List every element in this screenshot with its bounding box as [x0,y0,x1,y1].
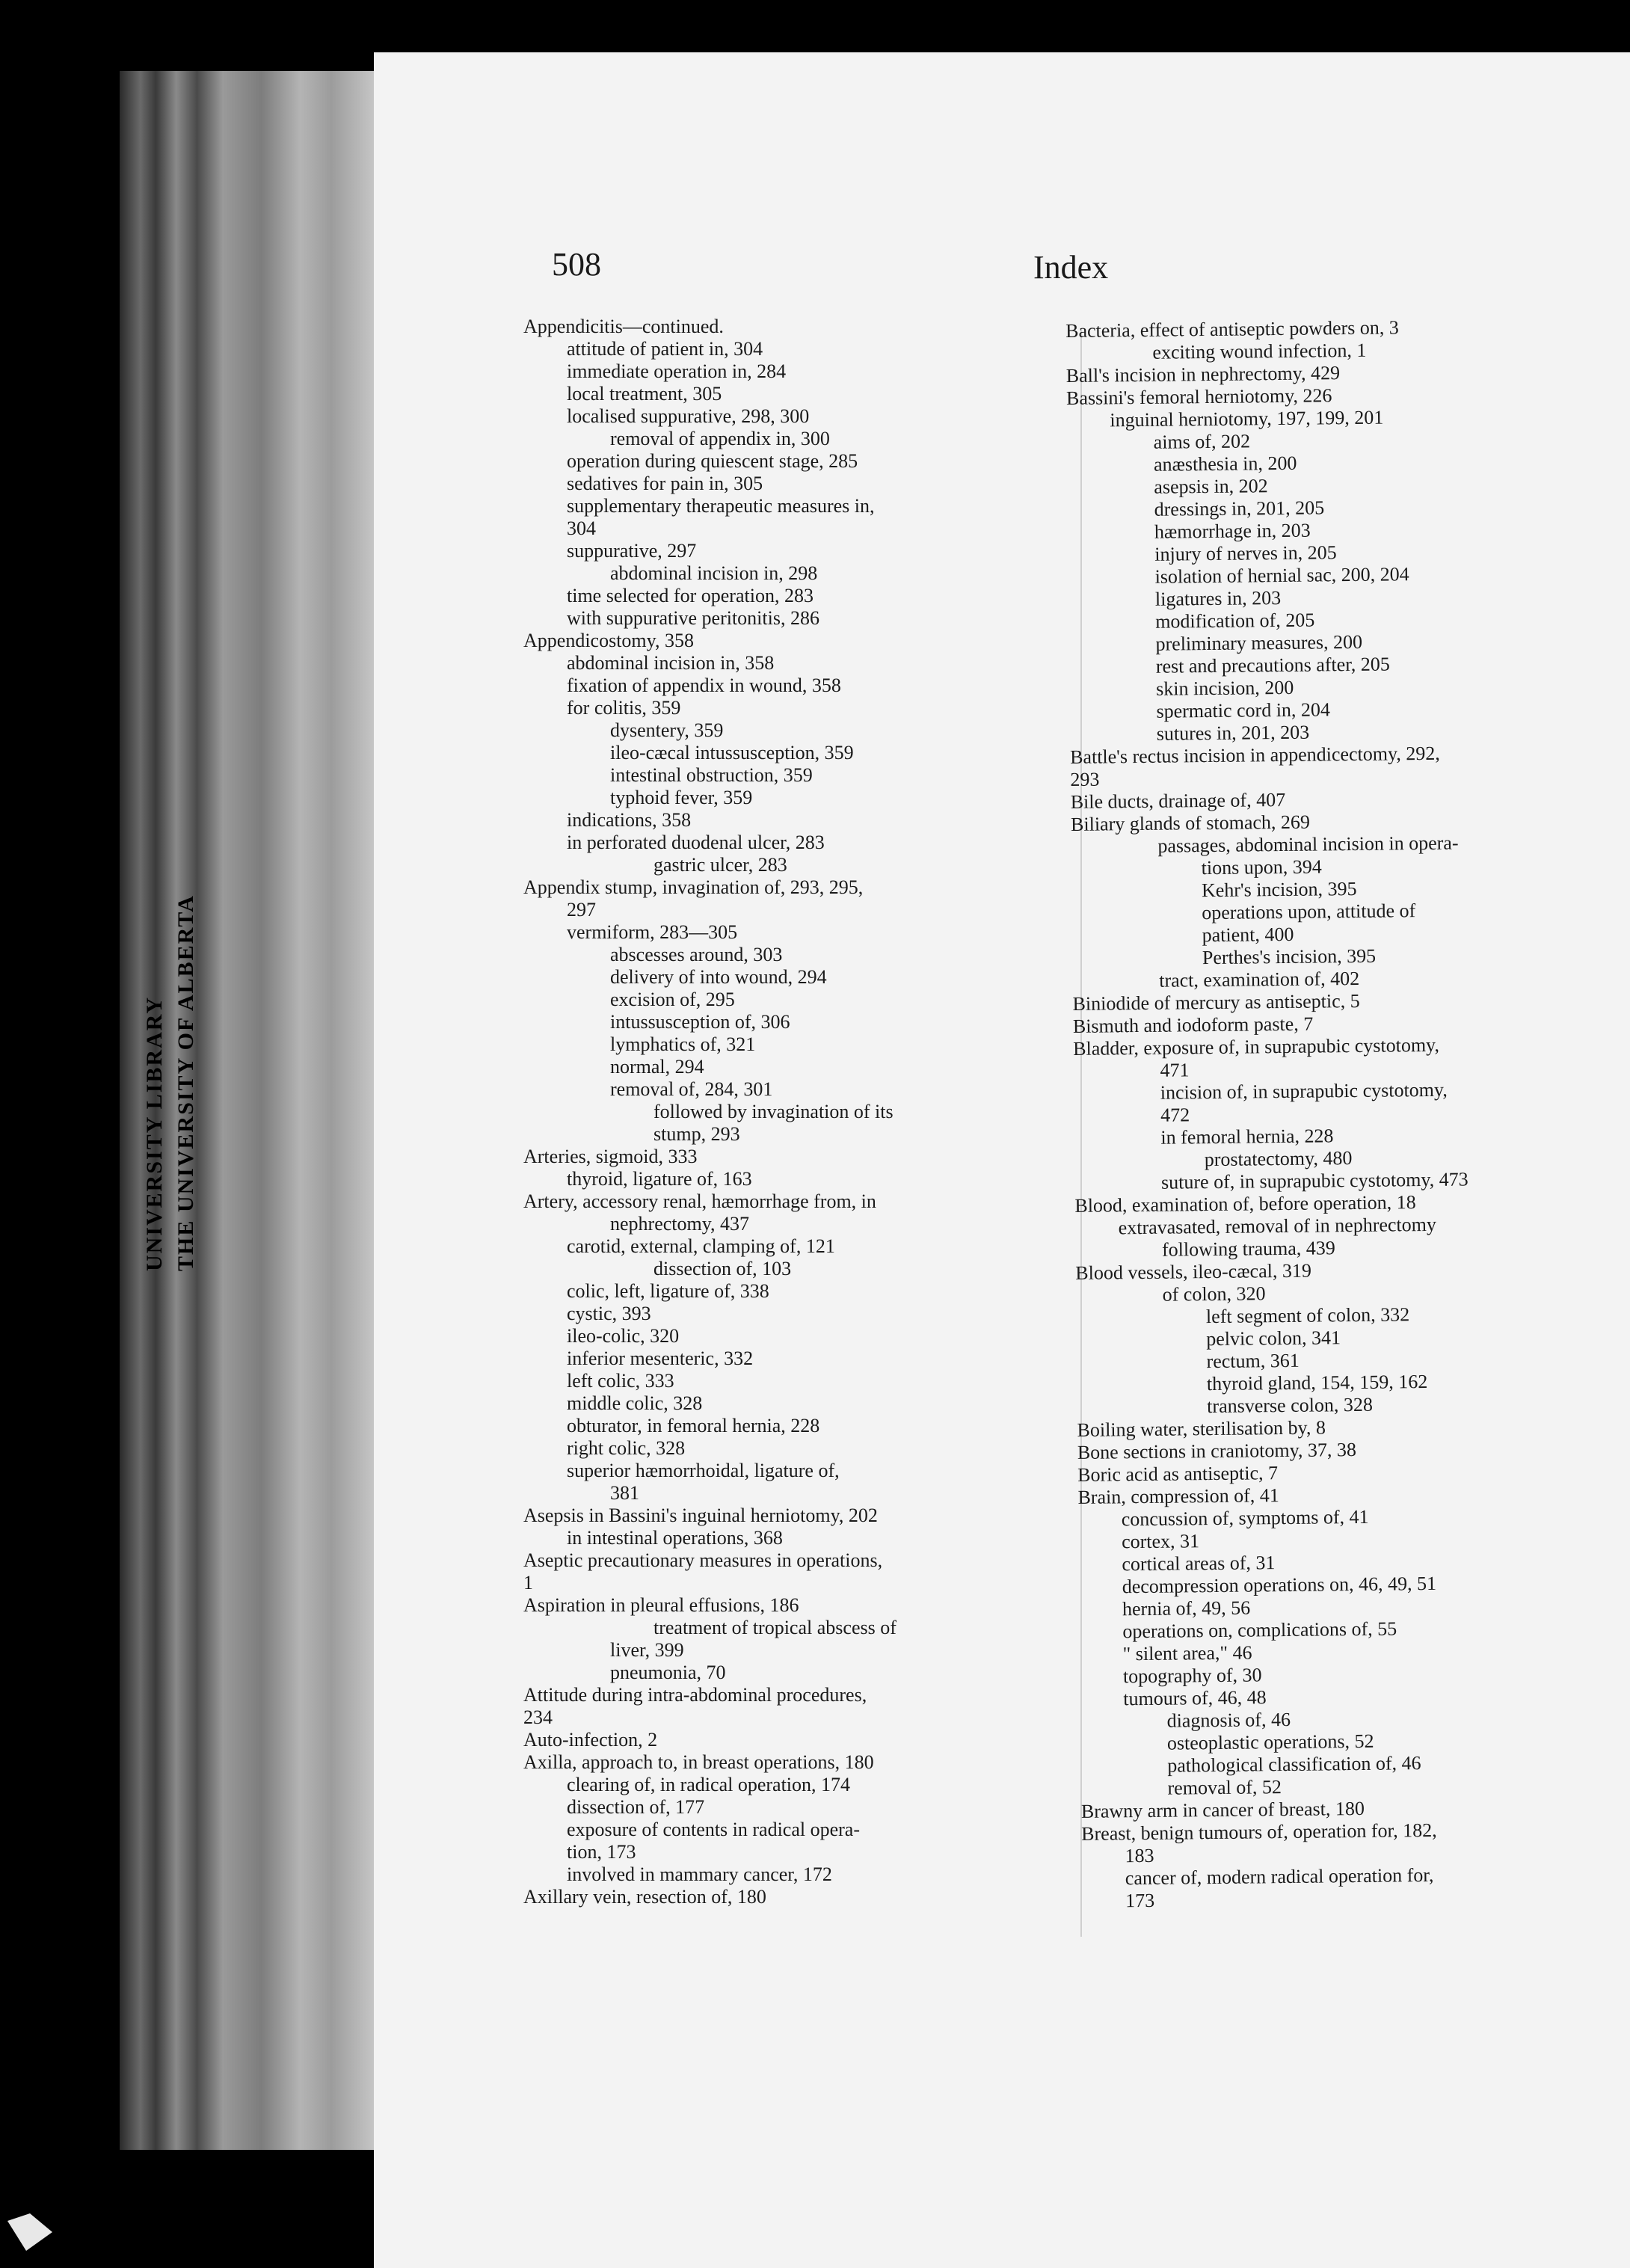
index-entry: in perforated duodenal ulcer, 283 [567,832,825,853]
index-entry: clearing of, in radical operation, 174 [567,1774,851,1795]
index-entry: involved in mammary cancer, 172 [567,1863,832,1885]
index-entry: hernia of, 49, 56 [1122,1596,1251,1620]
index-entry: intestinal obstruction, 359 [610,764,813,786]
index-entry: 297 [567,899,596,921]
index-entry: removal of, 52 [1167,1776,1282,1799]
index-entry: decompression operations on, 46, 49, 51 [1122,1572,1437,1598]
index-entry: intussusception of, 306 [610,1011,790,1033]
index-entry: anæsthesia in, 200 [1153,452,1297,476]
index-entry: fixation of appendix in wound, 358 [567,674,841,696]
index-entry: tumours of, 46, 48 [1123,1686,1267,1710]
index-entry: operations on, complications of, 55 [1122,1617,1397,1643]
index-entry: Boric acid as antiseptic, 7 [1077,1462,1279,1486]
index-entry: ileo-cæcal intussusception, 359 [610,742,854,763]
index-entry: followed by invagination of its [653,1101,894,1122]
index-entry: nephrectomy, 437 [610,1213,750,1235]
index-entry: lymphatics of, 321 [610,1033,756,1055]
index-entry: delivery of into wound, 294 [610,966,827,988]
index-entry: hæmorrhage in, 203 [1154,519,1311,543]
index-entry: Aspiration in pleural effusions, 186 [523,1594,799,1616]
index-entry: modification of, 205 [1155,609,1315,633]
index-entry: diagnosis of, 46 [1166,1708,1291,1732]
index-entry: in intestinal operations, 368 [567,1527,783,1549]
index-entry: exciting wound infection, 1 [1152,339,1367,363]
index-entry: Attitude during intra-abdominal procedures, [523,1684,867,1706]
index-entry: dressings in, 201, 205 [1154,497,1325,520]
index-entry: vermiform, 283—305 [567,921,738,943]
index-entry: Bassini's femoral herniotomy, 226 [1065,384,1332,409]
index-entry: pelvic colon, 341 [1206,1327,1341,1350]
index-entry: normal, 294 [610,1056,704,1078]
index-entry: spermatic cord in, 204 [1156,698,1331,722]
index-entry: 472 [1160,1104,1190,1126]
index-entry: supplementary therapeutic measures in, [567,495,875,517]
index-entry: Artery, accessory renal, hæmorrhage from, in [523,1190,876,1212]
index-entry: tract, examination of, 402 [1159,967,1360,992]
index-entry: superior hæmorrhoidal, ligature of, [567,1460,840,1481]
index-entry: passages, abdominal incision in opera- [1157,832,1459,857]
index-entry: rectum, 361 [1206,1349,1300,1373]
index-entry: of colon, 320 [1162,1282,1266,1306]
index-entry: Appendix stump, invagination of, 293, 295, [523,876,864,898]
index-entry: removal of appendix in, 300 [610,428,830,449]
stamp-line-1: UNIVERSITY LIBRARY [142,995,167,1271]
index-entry: attitude of patient in, 304 [567,338,763,360]
index-entry: Brawny arm in cancer of breast, 180 [1080,1797,1365,1822]
index-entry: pneumonia, 70 [610,1662,726,1683]
index-entry: Bone sections in craniotomy, 37, 38 [1077,1439,1357,1463]
index-entry: Aseptic precautionary measures in operations, [523,1549,883,1571]
index-entry: with suppurative peritonitis, 286 [567,607,819,629]
library-stamp [142,894,199,1271]
index-entry: obturator, in femoral hernia, 228 [567,1415,820,1436]
index-entry: skin incision, 200 [1156,676,1294,700]
index-entry: Perthes's incision, 395 [1202,944,1377,969]
index-entry: Blood vessels, ileo-cæcal, 319 [1075,1259,1312,1284]
index-entry: left colic, 333 [567,1370,674,1392]
index-entry: sedatives for pain in, 305 [567,473,763,494]
index-entry: local treatment, 305 [567,383,722,405]
index-entry: Battle's rectus incision in appendicectomy, 292, [1069,742,1440,768]
index-entry: 304 [567,517,596,539]
index-entry: Bile ducts, drainage of, 407 [1070,788,1286,813]
index-entry: excision of, 295 [610,989,735,1010]
index-entry: cystic, 393 [567,1303,651,1324]
index-column-left [523,316,1062,1908]
index-entry: asepsis in, 202 [1154,475,1268,498]
scan-artifact [0,1937,60,2266]
index-entry: Brain, compression of, 41 [1077,1484,1279,1508]
index-entry: for colitis, 359 [567,697,681,719]
index-entry: extravasated, removal of in nephrectomy [1118,1213,1437,1239]
index-entry: Arteries, sigmoid, 333 [523,1146,698,1167]
index-entry: 293 [1070,768,1100,790]
index-entry: abscesses around, 303 [610,944,783,965]
index-entry: Appendicitis—continued. [523,316,724,337]
index-entry: Blood, examination of, before operation, 18 [1074,1191,1416,1217]
index-entry: suture of, in suprapubic cystotomy, 473 [1160,1168,1468,1193]
index-entry: operations upon, attitude of [1202,900,1416,924]
index-entry: operation during quiescent stage, 285 [567,450,858,472]
index-entry: sutures in, 201, 203 [1156,721,1310,745]
index-entry: stump, 293 [653,1123,740,1145]
index-entry: immediate operation in, 284 [567,360,787,382]
index-entry: Boiling water, sterilisation by, 8 [1077,1416,1326,1441]
index-entry: concussion of, symptoms of, 41 [1121,1505,1369,1531]
index-entry: ligatures in, 203 [1154,587,1282,610]
index-entry: suppurative, 297 [567,540,697,562]
index-entry: right colic, 328 [567,1437,686,1459]
index-entry: liver, 399 [610,1639,684,1661]
index-entry: aims of, 202 [1153,430,1251,453]
index-entry: colic, left, ligature of, 338 [567,1280,769,1302]
index-entry: " silent area," 46 [1122,1641,1252,1665]
index-entry: Breast, benign tumours of, operation for, 182, [1081,1819,1437,1845]
index-entry: pathological classification of, 46 [1167,1752,1421,1777]
index-entry: time selected for operation, 283 [567,585,814,606]
index-entry: thyroid, ligature of, 163 [567,1168,752,1190]
index-entry: typhoid fever, 359 [610,787,753,808]
index-entry: thyroid gland, 154, 159, 162 [1206,1371,1428,1395]
index-entry: isolation of hernial sac, 200, 204 [1154,563,1409,588]
index-entry: 183 [1125,1844,1154,1867]
index-entry: Bacteria, effect of antiseptic powders on, 3 [1065,316,1399,342]
index-entry: Bismuth and iodoform paste, 7 [1072,1012,1314,1037]
index-entry: dissection of, 177 [567,1796,705,1818]
index-entry: abdominal incision in, 358 [567,652,775,674]
index-entry: cancer of, modern radical operation for, [1125,1863,1434,1890]
index-entry: incision of, in suprapubic cystotomy, [1160,1078,1448,1104]
index-entry: 471 [1160,1059,1190,1081]
index-entry: cortex, 31 [1121,1530,1200,1553]
index-entry: prostatectomy, 480 [1204,1147,1353,1171]
index-entry: preliminary measures, 200 [1155,630,1363,655]
index-entry: cortical areas of, 31 [1122,1552,1276,1576]
index-entry: ileo-colic, 320 [567,1325,680,1347]
index-entry: dissection of, 103 [653,1258,792,1279]
index-entry: 1 [523,1572,533,1594]
index-entry: Biliary glands of stomach, 269 [1070,811,1311,835]
index-entry: Auto-infection, 2 [523,1729,658,1751]
index-entry: topography of, 30 [1122,1664,1262,1688]
index-entry: patient, 400 [1202,923,1294,947]
index-entry: inguinal herniotomy, 197, 199, 201 [1110,406,1384,431]
index-entry: 234 [523,1706,553,1728]
index-entry: 173 [1125,1889,1155,1912]
index-entry: in femoral hernia, 228 [1160,1125,1334,1149]
index-entry: gastric ulcer, 283 [653,854,787,876]
index-entry: treatment of tropical abscess of [653,1617,896,1638]
index-entry: Kehr's incision, 395 [1201,877,1357,902]
index-entry: left segment of colon, 332 [1205,1303,1410,1328]
index-entry: Biniodide of mercury as antiseptic, 5 [1072,989,1360,1015]
index-entry: carotid, external, clamping of, 121 [567,1235,835,1257]
index-entry: osteoplastic operations, 52 [1166,1730,1374,1754]
index-entry: injury of nerves in, 205 [1154,541,1337,565]
index-entry: dysentery, 359 [610,719,724,741]
index-entry: middle colic, 328 [567,1392,703,1414]
index-entry: indications, 358 [567,809,692,831]
index-entry: exposure of contents in radical opera- [567,1819,861,1840]
index-entry: removal of, 284, 301 [610,1078,773,1100]
index-entry: following trauma, 439 [1161,1237,1335,1261]
index-entry: abdominal incision in, 298 [610,562,818,584]
index-entry: localised suppurative, 298, 300 [567,405,810,427]
index-entry: rest and precautions after, 205 [1155,653,1391,677]
index-column-right [1065,315,1605,1913]
index-entry: tions upon, 394 [1201,855,1322,879]
index-entry: transverse colon, 328 [1207,1393,1374,1418]
index-entry: Ball's incision in nephrectomy, 429 [1065,362,1341,387]
index-entry: Bladder, exposure of, in suprapubic cystotomy, [1073,1033,1440,1060]
page-number: 508 [552,246,601,283]
index-entry: Axillary vein, resection of, 180 [523,1886,766,1908]
page-title: Index [1033,249,1109,286]
index-entry: inferior mesenteric, 332 [567,1347,754,1369]
stamp-line-2: THE UNIVERSITY OF ALBERTA [173,894,198,1271]
index-entry: Appendicostomy, 358 [523,630,694,651]
index-entry: Axilla, approach to, in breast operations, 180 [523,1751,874,1773]
index-entry: Asepsis in Bassini's inguinal herniotomy, 202 [523,1505,878,1526]
index-entry: 381 [610,1482,639,1504]
index-entry: tion, 173 [567,1841,636,1863]
